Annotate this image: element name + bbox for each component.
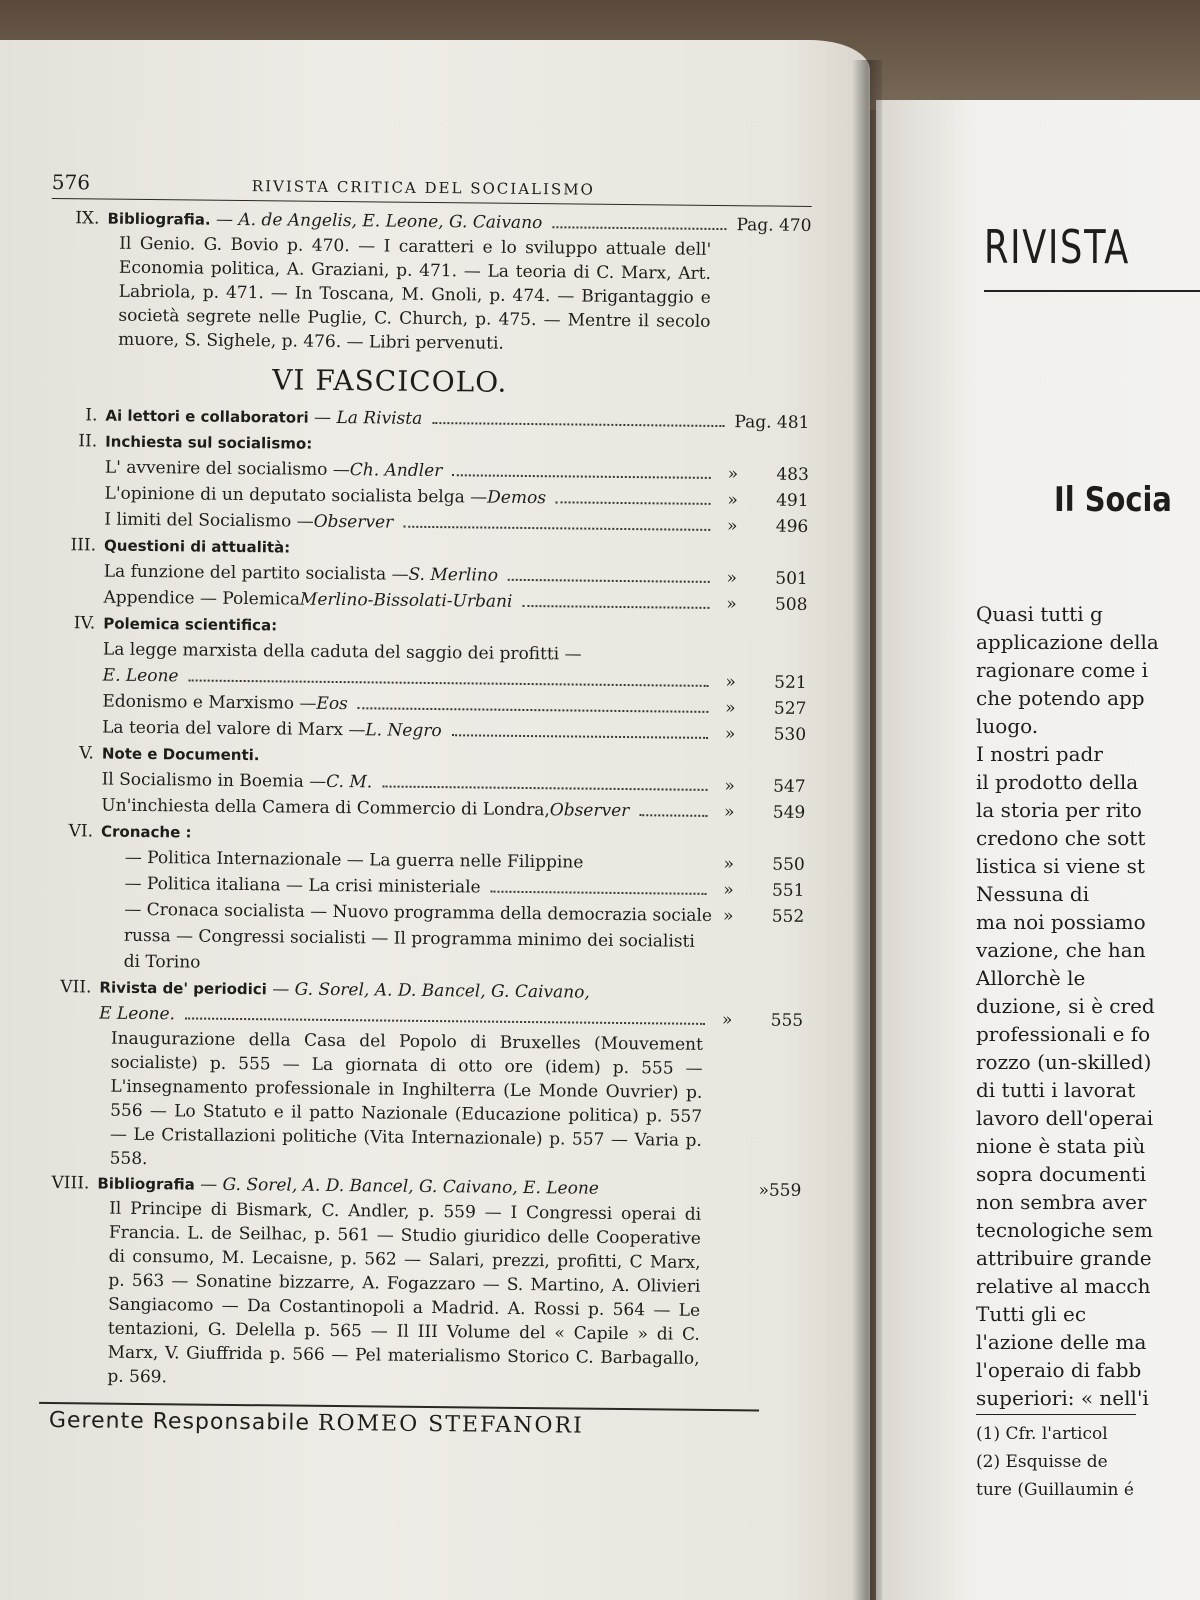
ditto-mark: » [725,698,736,719]
ditto-mark: » [727,464,739,485]
body-line: ragionare come i [976,658,1149,682]
right-page-body [976,600,1200,1412]
item-page: 550 [772,854,805,875]
item-title: L'opinione di un deputato socialista belga — [104,483,488,508]
body-line: il prodotto della [976,770,1139,794]
footnote-line: (1) Cfr. l'articol [976,1424,1108,1444]
section-v-items [45,766,806,826]
leader-dots [358,691,709,713]
entry-number: I. [85,405,98,426]
item-author: Merlino-Bissolati-Urbani [299,589,513,612]
item-page: 547 [773,776,806,797]
entry-description: Inaugurazione della Casa del Popolo di Bruxelles (Mouvement socialiste) p. 555 — La giornata di otto ore (idem) p. 555 — L'insegnamento professionale in Inghilterra (Le Monde Ouvrier) p. 556 — Lo Statuto e il patto Nazionale (Educazione politica) p. 557 — Le Cristallazioni politiche (Vita Internazionale) p. 557 — Varia p. 558. [109,1028,703,1170]
item-page: 521 [774,672,807,693]
section-title: Questioni di attualità: [103,536,291,557]
entry-number: III. [70,535,97,556]
entry-description: Il Genio. G. Bovio p. 470. — I caratteri e lo sviluppo attuale dell' Economia politica, A. Graziani, p. 471. — La teoria di C. Marx, Art. Labriola, p. 471. — In Toscana, M. Gnoli, p. 474. — Brigantaggio e società segrete nelle Puglie, C. Church, p. 475. — Mentre il secolo muore, S. Sighele, p. 476. — Libri pervenuti. [118,233,712,354]
section-iii-items [47,558,808,618]
body-line: credono che sott [976,826,1146,850]
body-line: di tutti i lavorat [976,1078,1136,1102]
body-line: non sembra aver [976,1190,1147,1214]
body-line: Nessuna di [976,882,1090,906]
body-line: nione è stata più [976,1134,1146,1158]
footer-name: ROMEO STEFANORI [317,1410,584,1439]
body-line: la storia per rito [976,798,1142,822]
entry-number: VI. [68,821,94,842]
ditto-mark: » [724,724,736,745]
item-title: La funzione del partito socialista — [103,561,409,585]
item-author: C. M. [326,771,373,793]
entry-authors-cont: E Leone. [99,1003,176,1025]
ditto-mark: » [721,1010,733,1031]
section-title: Rivista de' periodici [99,978,267,999]
body-line: applicazione della [976,630,1159,654]
item-title: L' avvenire del socialismo — [104,457,350,481]
entry-page: Pag. 470 [736,215,812,236]
entry-authors: — A. de Angelis, E. Leone, G. Caivano [215,209,543,234]
body-line: lavoro dell'operai [976,1106,1154,1130]
body-line: l'operaio di fabb [976,1358,1142,1382]
item-page: 483 [776,464,809,485]
leader-dots [508,563,710,583]
table-of-contents [39,170,812,1441]
body-line: tecnologiche sem [976,1218,1153,1242]
footer-label: Gerente Responsabile [48,1408,311,1436]
entry-authors: — G. Sorel, A. D. Bancel, G. Caivano, [272,979,590,1003]
item-title: — Politica Internazionale — La guerra nelle Filippine [124,847,584,873]
ditto-mark: » [727,516,738,537]
item-page: 527 [773,698,807,719]
item-title: Un'inchiesta della Camera di Commercio di Londra, [101,795,550,821]
entry-page: Pag. 481 [734,412,810,433]
item-title: La teoria del valore di Marx — [102,717,366,741]
page-number: 576 [51,170,91,195]
leader-dots [452,718,709,739]
right-page-subtitle: Il Socia [1054,480,1172,520]
body-line: Allorchè le [976,966,1086,990]
item-title: Il Socialismo in Boemia — [101,769,327,792]
leader-dots [452,458,711,479]
ditto-mark: » [724,802,735,823]
item-author: Eos [316,693,348,715]
body-line: attribuire grande [976,1246,1152,1270]
leader-dots [403,510,710,531]
item-title: I limiti del Socialismo — [104,509,314,532]
item-page: 501 [775,568,808,589]
body-line: sopra documenti [976,1162,1146,1186]
entry-number: VIII. [51,1173,90,1194]
entry-number: VII. [60,977,92,998]
body-line: ma noi possiamo [976,910,1146,934]
entry-authors: — G. Sorel, A. D. Bancel, G. Caivano, E. Leone [200,1174,600,1199]
body-line: relative al macch [976,1274,1151,1298]
ditto-mark: » [725,672,736,693]
item-author: Observer [313,511,394,533]
book-gutter [852,60,882,1600]
body-line: che potendo app [976,686,1145,710]
item-page: 530 [773,724,807,745]
item-page: 549 [772,802,806,823]
section-ii-items [48,454,809,540]
item-page: 555 [770,1010,804,1031]
item-page: 491 [776,490,809,511]
body-line: superiori: « nell'i [976,1386,1149,1410]
body-line: vazione, che han [976,938,1146,962]
section-title: Bibliografia [97,1174,195,1194]
item-page: 559 [768,1180,802,1201]
right-page-rule [984,290,1200,292]
leader-dots [382,769,708,790]
section-title: Bibliografia. [107,209,211,229]
item-title: Appendice — Polemica [103,587,301,610]
body-line: listica si viene st [976,854,1145,878]
leader-dots [552,210,726,230]
cronaca-item [44,896,805,982]
section-iv-items [46,688,807,748]
ditto-mark: » [727,490,738,511]
body-line: Quasi tutti g [976,602,1103,626]
body-line: l'azione delle ma [976,1330,1147,1354]
item-author: Demos [487,487,547,509]
entry-description: Il Principe di Bismark, C. Andler, p. 559 — I Congressi operai di Francia. L. de Seilhac, p. 561 — Studio giuridico delle Cooperative di consumo, M. Lecaisne, p. 562 — Salari, prezzi, profitti, C Marx, p. 563 — Sonatine bizzarre, A. Fogazzaro — S. Martino, A. Olivieri Sangiacomo — Da Costantinopoli a Madrid. A. Rossi p. 564 — Le tentazioni, G. Delella p. 565 — Il III Volume del « Capile » di C. Marx, V. Giuffrida p. 566 — Pel materialismo Storico C. Barbagallo, p. 569. [107,1198,702,1388]
item-page: 551 [771,880,805,901]
body-line: luogo. [976,714,1039,738]
right-page [876,100,1200,1600]
body-line: Tutti gli ec [976,1302,1087,1326]
right-page-footnotes [976,1420,1200,1504]
ditto-mark: » [758,1180,770,1201]
entry-number: IV. [73,613,96,634]
ditto-mark: » [722,906,734,927]
item-author: Observer [549,800,630,822]
item-page: 552 [771,906,805,927]
ditto-mark: » [723,880,734,901]
item-title: — Cronaca socialista — Nuovo programma della democrazia sociale russa — Congressi socialisti — Il programma minimo dei socialisti di Torino [123,899,713,973]
item-title: — Politica italiana — La crisi ministeriale [124,873,481,898]
item-title: La legge marxista della caduta del saggio dei profitti — [102,639,582,665]
item-author: Ch. Andler [349,460,443,482]
ditto-mark: » [723,854,735,875]
item-author: E. Leone [102,665,179,687]
section-title: Inchiesta sul socialismo: [105,432,313,453]
body-line: duzione, si è cred [976,994,1155,1018]
item-author: L. Negro [365,720,442,742]
ditto-mark: » [724,776,735,797]
item-page: 496 [775,516,809,537]
footnote-rule [976,1414,1136,1415]
item-page: 508 [774,594,808,615]
section-title: Ai lettori e collaboratori [105,406,309,427]
item-title: Edonismo e Marxismo — [102,691,317,714]
entry-number: IX. [75,208,100,229]
footnote-line: (2) Esquisse de [976,1452,1108,1472]
leader-dots [639,798,707,817]
leader-dots [491,875,707,895]
leader-dots [432,406,724,427]
section-title: Note e Documenti. [101,744,260,765]
leader-dots [522,589,709,609]
entry-number: V. [79,743,94,764]
ditto-mark: » [726,568,738,589]
body-line: I nostri padr [976,742,1103,766]
entry-authors: — La Rivista [314,407,423,429]
footnote-line: ture (Guillaumin é [976,1480,1134,1500]
fascicolo-heading: VI FASCICOLO. [272,363,508,399]
right-page-title: RIVISTA [984,220,1130,274]
entry-number: II. [78,431,98,452]
section-title: Cronache : [100,822,192,842]
body-line: rozzo (un-skilled) [976,1050,1152,1074]
ditto-mark: » [726,594,737,615]
leader-dots [556,485,711,505]
section-title: Polemica scientifica: [103,614,278,635]
body-line: professionali e fo [976,1022,1151,1046]
running-title: RIVISTA CRITICA DEL SOCIALISMO [251,177,595,199]
item-author: S. Merlino [408,564,499,586]
